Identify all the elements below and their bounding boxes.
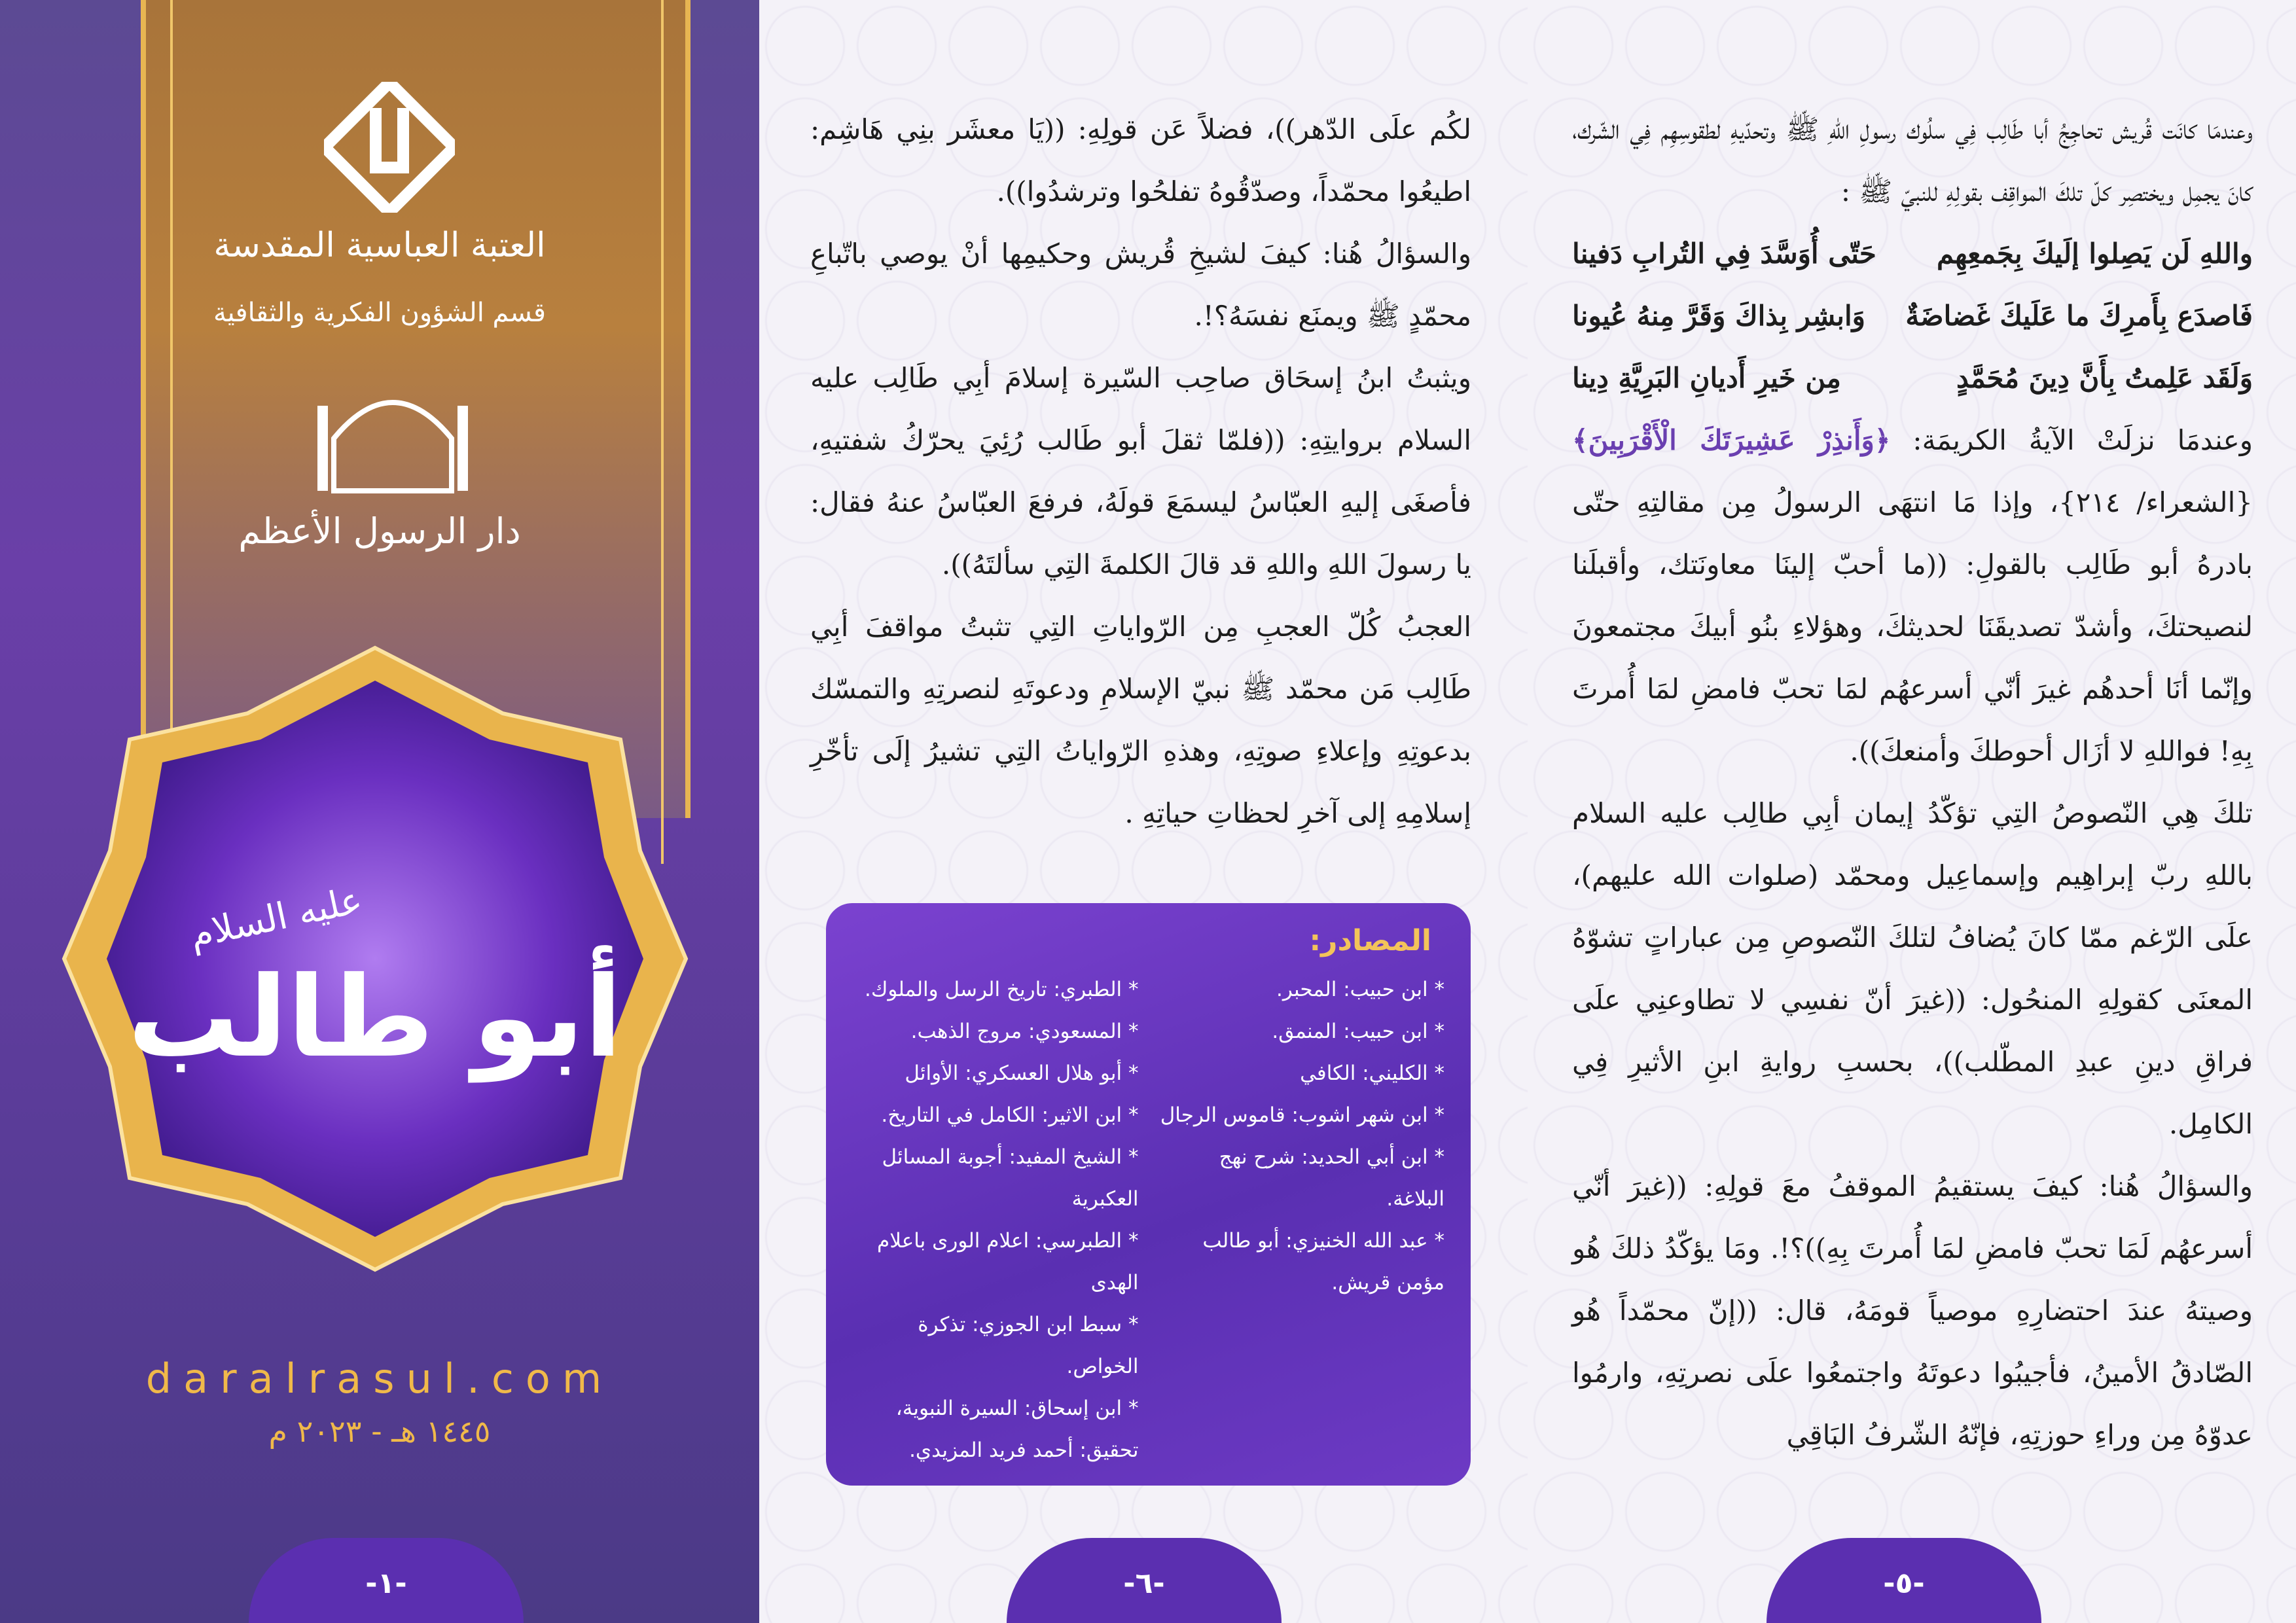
paragraph: العجبُ كُلّ العجبِ مِن الرّواياتِ التِي تثبتُ مواقفَ أبِي طَالِب مَن محمّد ﷺ نبيّ الإسلامِ ودعوتَهِ لنصرتِهِ والتمسّك بدعوتِهِ وإعلاءِ صوتِهِ، وهذهِ الرّواياتُ التِي تشيرُ إلَى تأخّرِ إسلامِهِ إلى آخرِ لحظاتِ حياتِهِ . bbox=[810, 611, 1471, 829]
page-tab-5 bbox=[1767, 1538, 2041, 1623]
hemistich: حَتّى أُوَسَّدَ فِي التُرابِ دَفينا bbox=[1572, 238, 1876, 270]
page5-body bbox=[1572, 98, 2253, 1466]
source-item: * سبط ابن الجوزي: تذكرة الخواص. bbox=[918, 1313, 1139, 1378]
paragraph: لكُم علَى الدّهر))، فضلاً عَن قولِهِ: ((يَا معشَر بنِي هَاشِم: اطيعُوا محمّداً، وصدّقُوهُ تفلحُوا وترشدُوا)). bbox=[810, 113, 1471, 207]
verse-paragraph bbox=[1572, 409, 2253, 782]
page-number: -٦- bbox=[1123, 1567, 1165, 1600]
source-item: * أبو هلال العسكري: الأوائل bbox=[905, 1061, 1139, 1085]
page-number: -٥- bbox=[1883, 1567, 1925, 1600]
intro-paragraph: وعندمَا كانَت قُريش تحاجِجُ أبا طَالِب فِي سلُوك رسولِ اللهِ ﷺ وتحدّيهِ لطقوسِهِم فِي الشّرك، كانَ يجمِل ويختصِر كلّ تلكَ المواقِف بقولِهِ للنبيّ ﷺ : bbox=[1572, 113, 2253, 207]
paragraph: والسؤالُ هُنا: كيفَ لشيخِ قُريش وحكيمِها أنْ يوصي باتّباعِ محمّدٍ ﷺ ويمنَع نفسَهُ؟!. bbox=[810, 238, 1471, 332]
source-item: * ابن الاثير: الكامل في التاريخ. bbox=[881, 1103, 1139, 1127]
paragraph: تلكَ هِي النّصوصُ التِي تؤكّدُ إيمان أبِي طالِب عليه السلام باللهِ ربّ إبراهِيم وإسماعِيل ومحمّد (صلوات الله عليهم)، علَى الرّغم ممّا كانَ يُضافُ لتلكَ النّصوصِ مِن عباراتٍ تشوّهُ المعنَى كقولِهِ المنحُول: ((غيرَ أنّ نفسِي لا تطاوعنِي علَى فراقِ دينِ عبدِ المطّلب))، بحسبِ روايةِ ابنِ الأثيرِ فِي الكامِل. bbox=[1572, 797, 2253, 1140]
hemistich: وَابشِر بِذاكَ وَقَرَّ مِنهُ عُيونا bbox=[1572, 300, 1865, 332]
sources-box bbox=[826, 903, 1471, 1486]
org-name: العتبة العباسية المقدسة bbox=[213, 226, 546, 265]
source-item: * المسعودي: مروج الذهب. bbox=[910, 1020, 1139, 1043]
verse-rest: {الشعراء/ ٢١٤}، وإذا مَا انتهَى الرسولُ مِن مقالتِهِ حتّى بادرهُ أبو طَالِب بالقولِ: ((ما أحبّ إلينَا معاونَتك، وأقبلَنا لنصيحتكَ، وأشدّ تصديقَنَا لحديثكَ، وهؤلاءِ بنُو أبيكَ مجتمعونَ وإنّما أنَا أحدهُم غيرَ أنّي أسرعهُم لمَا تحبّ فامضِ لمَا أُمرتَ بِهِ! فواللهِ لا أزَال أحوطكَ وأمنعكَ)). bbox=[1572, 486, 2253, 767]
source-item: * الطبرسي: اعلام الورى باعلام الهدى bbox=[877, 1229, 1139, 1294]
source-item: * عبد الله الخنيزي: أبو طالب مؤمن قريش. bbox=[1202, 1229, 1444, 1294]
paragraph: والسؤالُ هُنا: كيفَ يستقيمُ الموقفُ معَ قولِهِ: ((غيرَ أنّي أسرعهُم لَمَا تحبّ فامضِ لمَا أُمرتَ بِهِ))؟!. ومَا يؤكّدُ ذلكَ هُو وصيتهُ عندَ احتضارِهِ موصياً قومَهُ، قال: ((إنّ محمّداً هُو الصّادقُ الأمينُ، فأجيبُوا دعوتَهُ واجتمعُوا علَى نصرتِهِ، وارمُوا عدوّهُ مِن وراءِ حوزتِهِ، فإنّهُ الشّرفُ البَاقِي bbox=[1572, 1170, 2253, 1451]
cover-title: أبو طالب bbox=[128, 953, 622, 1082]
source-item: * الكليني: الكافي bbox=[1300, 1061, 1444, 1085]
sources-column-left bbox=[852, 969, 1139, 1471]
org-department: قسم الشؤون الفكرية والثقافية bbox=[213, 298, 546, 328]
source-item: * ابن شهر اشوب: قاموس الرجال bbox=[1160, 1103, 1444, 1127]
shrine-logo-icon bbox=[324, 82, 455, 213]
website-url[interactable]: daralrasul.com bbox=[145, 1355, 614, 1402]
sources-column-right bbox=[1158, 969, 1445, 1471]
verse-lead: وعندمَا نزلَتْ الآيةُ الكريمَة: bbox=[1912, 424, 2253, 456]
poem-line bbox=[1572, 347, 2253, 409]
hemistich: واللهِ لَن يَصِلوا إلَيكَ بِجَمعِهِم bbox=[1937, 238, 2253, 270]
sources-title: المصادر: bbox=[1309, 924, 1431, 957]
cover-panel bbox=[0, 0, 759, 1623]
house-name: دار الرسول الأعظم bbox=[238, 510, 521, 552]
dome-icon bbox=[308, 380, 478, 497]
source-item: * ابن أبي الحديد: شرح نهج البلاغة. bbox=[1219, 1145, 1444, 1211]
paragraph: ويثبتُ ابنُ إسحَاق صاحِب السّيرة إسلامَ أبِي طَالِب عليه السلام بروايتِهِ: ((فلمّا ثقلَ أبو طَالب رُئِيَ يحرّكُ شفتيهِ، فأصغَى إليهِ العبّاسُ ليسمَعَ قولَهُ، فرفعَ العبّاسُ عنهُ فقال: يا رسولَ اللهِ واللهِ قد قالَ الكلمةَ التِي سألتَهُ)). bbox=[810, 362, 1471, 580]
publication-date: ١٤٤٥ هـ - ٢٠٢٣ م bbox=[268, 1414, 491, 1449]
page6-body bbox=[810, 98, 1471, 844]
hemistich: وَلَقَد عَلِمتُ بِأَنَّ دِينَ مُحَمَّدٍ bbox=[1956, 362, 2253, 394]
source-item: * ابن حبيب: المحبر. bbox=[1276, 978, 1444, 1001]
page-tab-6 bbox=[1007, 1538, 1282, 1623]
page-5 bbox=[1528, 0, 2296, 1623]
source-item: * الشيخ المفيد: أجوبة المسائل العكبرية bbox=[882, 1145, 1139, 1211]
poem bbox=[1572, 223, 2253, 409]
hemistich: مِن خَيرِ أَديانِ البَرِيَّةِ دِينا bbox=[1572, 362, 1841, 394]
quran-verse: ﴿وَأَنذِرْ عَشِيرَتَكَ الْأَقْرَبِينَ﴾ bbox=[1572, 424, 1891, 456]
poem-line bbox=[1572, 285, 2253, 347]
source-item: * ابن حبيب: المنمق. bbox=[1272, 1020, 1444, 1043]
source-item: * ابن إسحاق: السيرة النبوية، تحقيق: أحمد فريد المزيدي. bbox=[895, 1397, 1139, 1462]
page-tab-1 bbox=[249, 1538, 524, 1623]
hemistich: فَاصدَع بِأَمرِكَ ما عَلَيكَ غَضاضَةٌ bbox=[1905, 300, 2253, 332]
page-number: -١- bbox=[365, 1567, 407, 1600]
title-honorific: عليه السلام bbox=[186, 878, 367, 957]
source-item: * الطبري: تاريخ الرسل والملوك. bbox=[865, 978, 1139, 1001]
page-6 bbox=[759, 0, 1528, 1623]
poem-line bbox=[1572, 223, 2253, 285]
title-badge bbox=[51, 635, 699, 1283]
